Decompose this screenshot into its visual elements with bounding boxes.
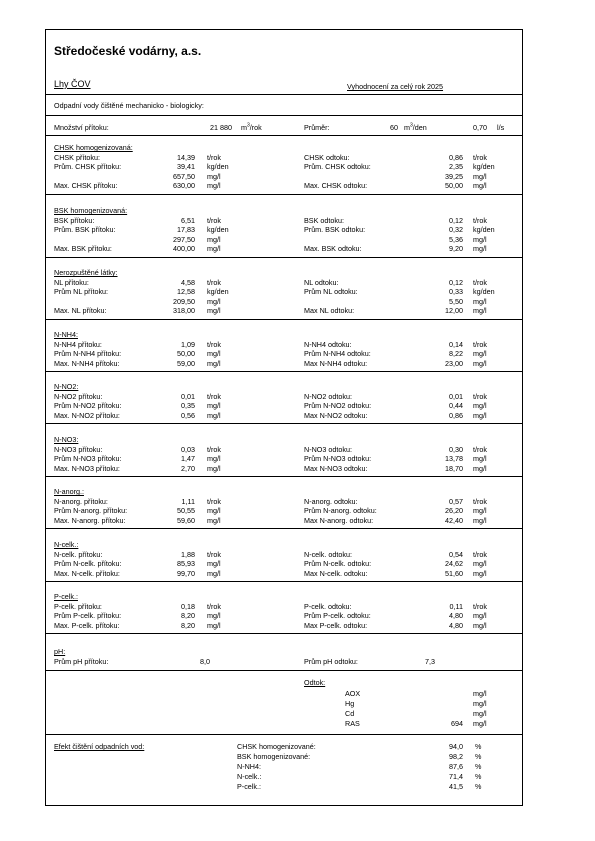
outflow-unit: mg/l [473, 515, 487, 525]
efficiency-label: N-celk.: [237, 772, 262, 781]
inflow-unit: mg/l [207, 410, 221, 420]
odtok-unit: mg/l [473, 699, 487, 708]
efficiency-value: 94,0 [449, 742, 463, 751]
inflow-value: 50,55 [177, 506, 195, 515]
inflow-unit: mg/l [207, 506, 221, 515]
outflow-label: Prům N-NO3 odtoku: [304, 454, 372, 463]
outflow-unit: mg/l [473, 506, 487, 515]
outflow-unit: t/rok [473, 215, 487, 225]
outflow-value: 0,33 [449, 287, 463, 296]
outflow-value: 0,12 [449, 215, 463, 225]
efficiency-unit: % [475, 772, 482, 781]
inflow-value: 39,41 [177, 162, 195, 171]
outflow-label: Prům. CHSK odtoku: [304, 162, 371, 171]
inflow-average-value: 60 [390, 123, 398, 132]
section-title: Nerozpuštěné látky: [54, 268, 118, 277]
outflow-value: 23,00 [445, 358, 463, 368]
inflow-unit: mg/l [207, 244, 221, 253]
efficiency-label: P-celk.: [237, 782, 261, 791]
section-title: BSK homogenizovaná: [54, 206, 128, 215]
inflow-label: Max. CHSK přítoku: [54, 181, 118, 190]
inflow-unit: kg/den [207, 287, 229, 296]
inflow-value: 8,20 [181, 611, 195, 620]
outflow-label: N-celk. odtoku: [304, 549, 352, 559]
inflow-label: BSK přítoku: [54, 215, 95, 225]
outflow-value: 42,40 [445, 515, 463, 525]
ph-in-value: 8,0 [200, 657, 210, 666]
efficiency-unit: % [475, 782, 482, 791]
inflow-value: 2,70 [181, 463, 195, 473]
outflow-label: Max. CHSK odtoku: [304, 181, 368, 190]
efficiency-unit: % [475, 762, 482, 771]
inflow-label: N-NO3 přítoku: [54, 444, 103, 454]
outflow-unit: kg/den [473, 162, 495, 171]
efficiency-unit: % [475, 752, 482, 761]
divider [45, 670, 523, 671]
section-title: N-anorg.: [54, 487, 84, 496]
section-title: N-celk.: [54, 540, 79, 549]
divider [45, 135, 523, 136]
outflow-value: 0,14 [449, 339, 463, 349]
outflow-value: 0,86 [449, 410, 463, 420]
inflow-unit: t/rok [207, 549, 221, 559]
inflow-label: Max. NL přítoku: [54, 306, 107, 315]
outflow-unit: mg/l [473, 611, 487, 620]
outflow-label: Prům. BSK odtoku: [304, 225, 366, 234]
odtok-label: Cd [345, 709, 355, 718]
outflow-label: Max. BSK odtoku: [304, 244, 362, 253]
outflow-unit: t/rok [473, 601, 487, 611]
outflow-unit: mg/l [473, 306, 487, 315]
company-title: Středočeské vodárny, a.s. [54, 44, 202, 58]
outflow-value: 9,20 [449, 244, 463, 253]
inflow-label: CHSK přítoku: [54, 152, 100, 162]
outflow-value: 0,86 [449, 152, 463, 162]
inflow-value: 318,00 [173, 306, 195, 315]
outflow-value: 5,50 [449, 296, 463, 306]
outflow-unit: t/rok [473, 444, 487, 454]
divider [45, 528, 523, 529]
outflow-value: 24,62 [445, 559, 463, 568]
evaluation-period: Vyhodnocení za celý rok 2025 [347, 82, 444, 91]
inflow-ls-unit: l/s [497, 123, 505, 132]
inflow-label: Max. P-celk. přítoku: [54, 620, 120, 630]
outflow-label: P-celk. odtoku: [304, 601, 352, 611]
outflow-unit: t/rok [473, 152, 487, 162]
inflow-unit: mg/l [207, 306, 221, 315]
inflow-unit: mg/l [207, 349, 221, 358]
outflow-value: 26,20 [445, 506, 463, 515]
ph-in-label: Prům pH přítoku: [54, 657, 109, 666]
inflow-value: 209,50 [173, 296, 195, 306]
waste-water-label: Odpadní vody čištěné mechanicko - biologicky: [54, 101, 204, 110]
section-title: N-NH4: [54, 330, 78, 339]
outflow-value: 4,80 [449, 620, 463, 630]
inflow-unit: mg/l [207, 559, 221, 568]
outflow-value: 39,25 [445, 171, 463, 181]
plant-name: Lhy ČOV [54, 79, 91, 89]
inflow-value: 99,70 [177, 568, 195, 578]
inflow-value: 14,39 [177, 152, 195, 162]
odtok-unit: mg/l [473, 709, 487, 718]
outflow-unit: kg/den [473, 225, 495, 234]
inflow-value: 59,60 [177, 515, 195, 525]
inflow-unit: mg/l [207, 181, 221, 190]
outflow-value: 0,44 [449, 401, 463, 410]
inflow-value: 0,03 [181, 444, 195, 454]
divider [45, 734, 523, 735]
odtok-title: Odtok: [304, 678, 326, 687]
section-title: P-celk.: [54, 592, 78, 601]
efficiency-title: Efekt čištění odpadních vod: [54, 742, 145, 751]
inflow-label: N-celk. přítoku: [54, 549, 103, 559]
outflow-value: 5,36 [449, 234, 463, 244]
outflow-unit: mg/l [473, 401, 487, 410]
outflow-unit: mg/l [473, 171, 487, 181]
outflow-unit: t/rok [473, 391, 487, 401]
outflow-label: Prům N-celk. odtoku: [304, 559, 372, 568]
outflow-label: N-NH4 odtoku: [304, 339, 352, 349]
outflow-label: Prům N-NH4 odtoku: [304, 349, 371, 358]
efficiency-value: 41,5 [449, 782, 463, 791]
inflow-unit: kg/den [207, 162, 229, 171]
outflow-value: 0,32 [449, 225, 463, 234]
efficiency-value: 98,2 [449, 752, 463, 761]
outflow-label: Max NL odtoku: [304, 306, 355, 315]
inflow-unit: t/rok [207, 444, 221, 454]
inflow-value: 17,83 [177, 225, 195, 234]
outflow-value: 50,00 [445, 181, 463, 190]
inflow-value: 59,00 [177, 358, 195, 368]
outflow-label: Max N-celk. odtoku: [304, 568, 368, 578]
inflow-label: Max. N-NH4 přítoku: [54, 358, 120, 368]
odtok-label: RAS [345, 719, 360, 728]
inflow-unit: mg/l [207, 234, 221, 244]
inflow-value: 6,51 [181, 215, 195, 225]
outflow-unit: mg/l [473, 349, 487, 358]
inflow-unit: mg/l [207, 401, 221, 410]
outflow-label: CHSK odtoku: [304, 152, 350, 162]
odtok-unit: mg/l [473, 719, 487, 728]
outflow-unit: mg/l [473, 181, 487, 190]
outflow-value: 51,60 [445, 568, 463, 578]
outflow-unit: mg/l [473, 358, 487, 368]
inflow-value: 8,20 [181, 620, 195, 630]
outflow-value: 0,57 [449, 496, 463, 506]
inflow-value: 50,00 [177, 349, 195, 358]
inflow-label: N-NH4 přítoku: [54, 339, 102, 349]
outflow-value: 0,54 [449, 549, 463, 559]
inflow-unit: mg/l [207, 620, 221, 630]
outflow-label: Prům NL odtoku: [304, 287, 358, 296]
inflow-label: Max. BSK přítoku: [54, 244, 112, 253]
divider [45, 476, 523, 477]
inflow-quantity-unit: $m^3$/rok [241, 122, 262, 132]
divider [45, 581, 523, 582]
outflow-value: 0,12 [449, 277, 463, 287]
inflow-average-label: Průměr: [304, 123, 330, 132]
efficiency-label: CHSK homogenizované: [237, 742, 316, 751]
inflow-label: P-celk. přítoku: [54, 601, 102, 611]
inflow-unit: t/rok [207, 496, 221, 506]
inflow-label: Prům N-NH4 přítoku: [54, 349, 122, 358]
inflow-unit: t/rok [207, 152, 221, 162]
inflow-value: 1,88 [181, 549, 195, 559]
inflow-label: N-anorg. přítoku: [54, 496, 108, 506]
outflow-unit: mg/l [473, 296, 487, 306]
inflow-value: 0,35 [181, 401, 195, 410]
divider [45, 115, 523, 116]
inflow-label: Max. N-NO2 přítoku: [54, 410, 120, 420]
outflow-unit: kg/den [473, 287, 495, 296]
inflow-value: 400,00 [173, 244, 195, 253]
inflow-label: Prům. CHSK přítoku: [54, 162, 122, 171]
odtok-label: Hg [345, 699, 355, 708]
outflow-unit: t/rok [473, 549, 487, 559]
outflow-label: Prům N-anorg. odtoku: [304, 506, 377, 515]
outflow-value: 8,22 [449, 349, 463, 358]
inflow-value: 4,58 [181, 277, 195, 287]
inflow-label: Prům. BSK přítoku: [54, 225, 116, 234]
inflow-label: Prům P-celk. přítoku: [54, 611, 122, 620]
outflow-label: Max N-NO2 odtoku: [304, 410, 368, 420]
efficiency-label: BSK homogenizované: [237, 752, 311, 761]
ph-title: pH: [54, 647, 66, 656]
inflow-value: 85,93 [177, 559, 195, 568]
inflow-value: 1,09 [181, 339, 195, 349]
inflow-label: Max. N-NO3 přítoku: [54, 463, 120, 473]
odtok-value: 694 [451, 719, 463, 728]
ph-out-label: Prům pH odtoku: [304, 657, 358, 666]
inflow-unit: mg/l [207, 463, 221, 473]
divider [45, 194, 523, 195]
inflow-label: Max. N-anorg. přítoku: [54, 515, 126, 525]
divider [45, 94, 523, 95]
outflow-label: N-NO2 odtoku: [304, 391, 352, 401]
divider [45, 319, 523, 320]
inflow-label: Max. N-celk. přítoku: [54, 568, 120, 578]
inflow-unit: mg/l [207, 454, 221, 463]
inflow-unit: t/rok [207, 601, 221, 611]
inflow-label: Prům N-anorg. přítoku: [54, 506, 128, 515]
outflow-label: BSK odtoku: [304, 215, 344, 225]
inflow-unit: mg/l [207, 358, 221, 368]
outflow-label: Prům P-celk. odtoku: [304, 611, 371, 620]
outflow-value: 0,30 [449, 444, 463, 454]
outflow-unit: mg/l [473, 244, 487, 253]
inflow-unit: mg/l [207, 568, 221, 578]
divider [45, 633, 523, 634]
efficiency-value: 87,6 [449, 762, 463, 771]
inflow-value: 12,58 [177, 287, 195, 296]
outflow-value: 12,00 [445, 306, 463, 315]
inflow-unit: t/rok [207, 391, 221, 401]
ph-out-value: 7,3 [425, 657, 435, 666]
outflow-label: Max N-anorg. odtoku: [304, 515, 374, 525]
inflow-label: Prům N-celk. přítoku: [54, 559, 122, 568]
odtok-unit: mg/l [473, 689, 487, 698]
outflow-value: 2,35 [449, 162, 463, 171]
inflow-unit: mg/l [207, 515, 221, 525]
divider [45, 423, 523, 424]
inflow-value: 1,47 [181, 454, 195, 463]
efficiency-label: N-NH4: [237, 762, 261, 771]
outflow-unit: mg/l [473, 620, 487, 630]
inflow-quantity-label: Množství přítoku: [54, 123, 109, 132]
inflow-value: 630,00 [173, 181, 195, 190]
inflow-quantity-value: 21 880 [210, 123, 232, 132]
efficiency-unit: % [475, 742, 482, 751]
odtok-label: AOX [345, 689, 361, 698]
outflow-unit: mg/l [473, 410, 487, 420]
outflow-value: 0,01 [449, 391, 463, 401]
inflow-label: Prům N-NO3 přítoku: [54, 454, 122, 463]
outflow-unit: t/rok [473, 277, 487, 287]
inflow-value: 657,50 [173, 171, 195, 181]
inflow-unit: t/rok [207, 339, 221, 349]
inflow-label: Prům NL přítoku: [54, 287, 109, 296]
section-title: N-NO2: [54, 382, 79, 391]
inflow-value: 297,50 [173, 234, 195, 244]
outflow-label: Max N-NH4 odtoku: [304, 358, 368, 368]
outflow-label: Prům N-NO2 odtoku: [304, 401, 372, 410]
outflow-label: N-NO3 odtoku: [304, 444, 352, 454]
outflow-value: 4,80 [449, 611, 463, 620]
inflow-unit: kg/den [207, 225, 229, 234]
outflow-value: 13,78 [445, 454, 463, 463]
outflow-unit: mg/l [473, 463, 487, 473]
inflow-value: 0,56 [181, 410, 195, 420]
inflow-label: Prům N-NO2 přítoku: [54, 401, 122, 410]
inflow-unit: t/rok [207, 215, 221, 225]
outflow-unit: mg/l [473, 559, 487, 568]
inflow-value: 0,18 [181, 601, 195, 611]
divider [45, 371, 523, 372]
inflow-value: 0,01 [181, 391, 195, 401]
inflow-value: 1,11 [181, 496, 195, 506]
outflow-unit: mg/l [473, 454, 487, 463]
outflow-unit: t/rok [473, 339, 487, 349]
inflow-unit: mg/l [207, 611, 221, 620]
inflow-unit: mg/l [207, 296, 221, 306]
inflow-label: NL přítoku: [54, 277, 89, 287]
outflow-label: Max N-NO3 odtoku: [304, 463, 368, 473]
inflow-ls-value: 0,70 [473, 123, 487, 132]
outflow-label: NL odtoku: [304, 277, 339, 287]
outflow-unit: mg/l [473, 568, 487, 578]
section-title: CHSK homogenizovaná: [54, 143, 133, 152]
inflow-average-unit: $m^3$/den [404, 122, 427, 132]
outflow-unit: mg/l [473, 234, 487, 244]
outflow-label: Max P-celk. odtoku: [304, 620, 368, 630]
outflow-value: 18,70 [445, 463, 463, 473]
inflow-unit: mg/l [207, 171, 221, 181]
outflow-value: 0,11 [449, 601, 463, 611]
section-title: N-NO3: [54, 435, 79, 444]
inflow-label: N-NO2 přítoku: [54, 391, 103, 401]
outflow-label: N-anorg. odtoku: [304, 496, 358, 506]
outflow-unit: t/rok [473, 496, 487, 506]
inflow-unit: t/rok [207, 277, 221, 287]
efficiency-value: 71,4 [449, 772, 463, 781]
divider [45, 257, 523, 258]
